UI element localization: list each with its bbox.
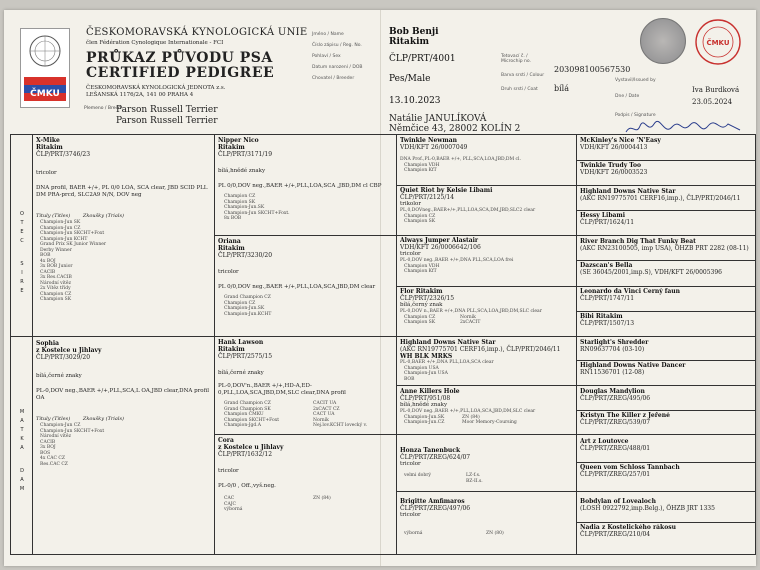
svg-text:ČMKU: ČMKU [706,39,730,47]
sire-side-label: O T E C S I R E [20,211,24,294]
dog-chip: 203098100567530 [554,65,631,74]
label-sex: Pohlaví / Sex [312,54,341,59]
gen4-4-cell: Hessy Libami ČLP/PRT/1624/11 [580,212,635,226]
gen3-8-cell: Brigitte Amfimaros ČLP/PRT/ZREG/497/06 tricolor výborná ZN (80) [400,498,504,536]
issuer-name: Iva Burdková [692,86,740,94]
gen4-8-cell: Bibi Ritakim ČLP/PRT/1507/13 [580,313,635,327]
gen3-3-cell: Always Jumper Alastair VDH/KFT 26/0006642/106 tricolor PL-0,DOV neg.,BAER +/+,DNA PLL,SCA,LOA frei Champion VDH Champion KfT [400,237,514,274]
dog-colour: bílá [554,84,570,93]
gen4-7-cell: Leonardo da Vinci Černý faun ČLP/PRT/1747/11 [580,288,681,302]
dam-side-label: M A T K A D A M [19,409,25,492]
breed-cz: Parson Russell Terrier [116,105,218,115]
doc-title-cz: PRŮKAZ PŮVODU PSA [86,50,273,66]
gen4-2-cell: Twinkle Trudy Too VDH/KFT 26/0003523 [580,162,648,176]
gen3-5-cell: Highland Downs Native Star (AKC RN19775701 CERF16,imp.), ČLP/PRT/2046/11 WH BLK MRKS PL-0,BAER +/+,DNA PLL,LOA,SCA clear Champion USA Champion-Jun USA BOB [400,339,561,382]
label-breeder: Chovatel / Breeder [312,76,355,81]
label-dob: Datum narození / DOB [312,65,363,70]
gen4-1-cell: McKinley's Nice 'N'Easy VDH/KFT 26/0004413 [580,137,661,151]
gen4-5-cell: River Branch Dig That Funky Beat (AKC RN23100505, imp USA), ÖHZB PRT 2282 (08-11) [580,238,749,252]
label-regno: Číslo zápisu / Reg. No. [312,43,362,48]
breeder-name: Natálie JANULÍKOVÁ [389,114,487,124]
gen4-15-cell: Bobdylan of Lovealoch (LOSH 0922792,imp.Belg.), ÖHZB JRT 1335 [580,498,715,512]
label-issued-by: Vystavil/Issued by [615,78,656,83]
gen4-10-cell: Highland Downs Native Dancer RN11536701 (12-08) [580,362,686,376]
dog-sex: Pes/Male [389,74,431,84]
grandsire-2-cell: Oriana Ritakim ČLP/PRT/3230/20 tricolor PL 0/0,DOV neg.,BAER +/+,PLL,LOA,SCA,JBD,DM clear Grand Champion CZ Champion CZ Champion-Jun.SK Champion-Jun.KCHT [218,238,376,317]
gen4-11-cell: Douglas Mandylion ČLP/PRT/ZREG/495/06 [580,388,651,402]
org-address-1: ČESKOMORAVSKÁ KYNOLOGICKÁ JEDNOTA z.s. [86,85,226,91]
label-colour: Barva srsti / Colour [501,73,545,78]
breeder-address: Němčice 43, 28002 KOLÍN 2 [389,124,521,134]
label-signature: Podpis / Signature [615,113,656,118]
label-coat: Druh srsti / Coat [501,87,538,92]
hologram-seal [640,18,686,64]
org-member: člen Fédération Cynologique Internationale - FCI [86,40,224,46]
gen3-7-cell: Honza Tanenbuck ČLP/PRT/ZREG/624/07 tricolor velmi dobrý LZ-f.s. BZ-II.s. [400,447,483,484]
dog-dob: 13.10.2023 [389,96,441,106]
breed-label: Plemeno / Breed [84,106,122,111]
granddam-2-cell: Cora z Kostelce u Jihlavy ČLP/PRT/1632/12 tricolor PL-0/0 , Off.,vyš.neg. CAC CAJC výborná ZN (84) [218,437,331,512]
gen4-12-cell: Kristyn The Killer z Jeřené ČLP/PRT/ZREG/539/07 [580,412,670,426]
gen4-6-cell: Dazscan's Bella (SE 36045/2001,imp.S), VDH/KFT 26/0005396 [580,262,722,276]
gen4-14-cell: Queen vom Schloss Tannbach ČLP/PRT/ZREG/257/01 [580,464,680,478]
doc-title-en: CERTIFIED PEDIGREE [86,65,275,81]
dog-regno: ČLP/PRT/4001 [389,54,456,64]
issue-date: 23.05.2024 [692,98,733,106]
gen4-13-cell: Art z Loutovce ČLP/PRT/ZREG/488/01 [580,438,651,452]
org-address-2: LEŠANSKÁ 1176/2A, 141 00 PRAHA 4 [86,92,194,98]
label-name: Jméno / Name [312,32,344,37]
granddam-1-cell: Hank Lawson Ritakim ČLP/PRT/2575/15 bílá,černé znaky PL-0,DOV'n.,BAER +/+,HD-A,ED-0,PLL,LOA,SCA,JBD,DM,SLC clear,DNA profil Grand Champion CZ Grand Champion SK Champion ČMKU Champion SKCHT+Foxt Champion-Jgd.A CACIT UA 2xCACT CZ CACT UA Norník Nej.lov.KCHT lovecký v. [218,339,368,428]
gen3-4-cell: Flor Ritakim ČLP/PRT/2326/15 bílá,černý znak PL-0,DOV n.,BAER +/+,DNA PLL,SCA,LOA,JBD,DM,SLC clear Champion CZ Champion SK Norník 2xCACIT [400,288,542,325]
breed-en: Parson Russell Terrier [116,116,218,126]
gen3-1-cell: Twinkle Newman VDH/KFT 26/0007049 DNA Prof.,PL-0,BAER +/+, PLL,SCA,LOA,JBD,DM cl. Champion VDH Champion KfT [400,137,521,173]
pedigree-document [4,10,756,566]
gen4-16-cell: Nadia z Kostelického rákosu ČLP/PRT/ZREG/210/04 [580,524,676,538]
label-tattoo: Tetovací č. / Microchip no. [501,54,531,64]
org-name: ČESKOMORAVSKÁ KYNOLOGICKÁ UNIE [86,27,308,38]
dog-kennel: Ritakim [389,37,430,47]
dog-name: Bob Benji [389,27,439,37]
label-issued-date: Dne / Date [615,94,640,99]
gen4-3-cell: Highland Downs Native Star (AKC RN19775701 CERF16,imp.), ČLP/PRT/2046/11 [580,188,741,202]
grandsire-1-cell: Nipper Nico Ritakim ČLP/PRT/3171/19 bílá,hnědé znaky PL 0/0,DOV neg.,BAER +/+,PLL,LOA,SCA ,JBD,DM cl CBP Champion CZ Champion SK Champion-Jun.SK Champion-Jun SKCHT+Foxt. 8x BOB [218,137,382,221]
gen3-6-cell: Anne Killers Hole ČLP/PRT/951/08 bílá,hnědé znaky PL-0,DOV neg.,BAER +/+,PLL,LOA,SCA,JBD,DM,SLC clear Champion-Jun.SK Champion-Jun.CZ ZN (84) Moor Memory-Coursing [400,388,536,425]
gen3-2-cell: Quiet Riot by Kelsie Libami ČLP/PRT/2125/14 trikolor PL,0,DOVneg.,BAER+/+,PLL,LOA,SCA,DM,JBD,SLC2 clear Champion CZ Champion SK [400,187,536,224]
fci-logo [20,28,70,108]
gen4-9-cell: Starlight's Shredder RN09637704 (03-10) [580,339,649,353]
svg-text:ČMKU: ČMKU [30,89,60,99]
sire-cell: X-Mike Ritakim ČLP/PRT/3746/23 tricolor DNA profil, BAER +/+, PL 0/0 LOA, SCA clear, JBD SCID PLL DM PRA-prcd, SLC2A9 N/N, DOV neg Tituly (Titles) Zkoušky (Trials) Champion-Jun SK Champion-Jun CZ Champion-Jun SKCHT+Foxt Champion-Jun KCHT Grand Prix SK Junior Winner Derby Winner BOB 4x BOJ 3x BOB Junior CACIB 3x Res.CACIB Národní vítěz 2x Vítěz třídy Champion CZ Champion SK [36,137,208,302]
red-stamp [694,18,742,66]
dam-cell: Sophia z Kostelce u Jihlavy ČLP/PRT/3029/20 bílá,černé znaky PL-0,DOV neg.,BAER +/+,PLL,SCA,L OA,JBD clear,DNA profil OA Tituly (Titles) Zkoušky (Trials) Champion-Jun CZ Champion-Jun SKCHT+Foxt Národní vítěz CACIB 3x BOJ BOS 4x CAC CZ Res.CAC CZ [36,340,210,467]
